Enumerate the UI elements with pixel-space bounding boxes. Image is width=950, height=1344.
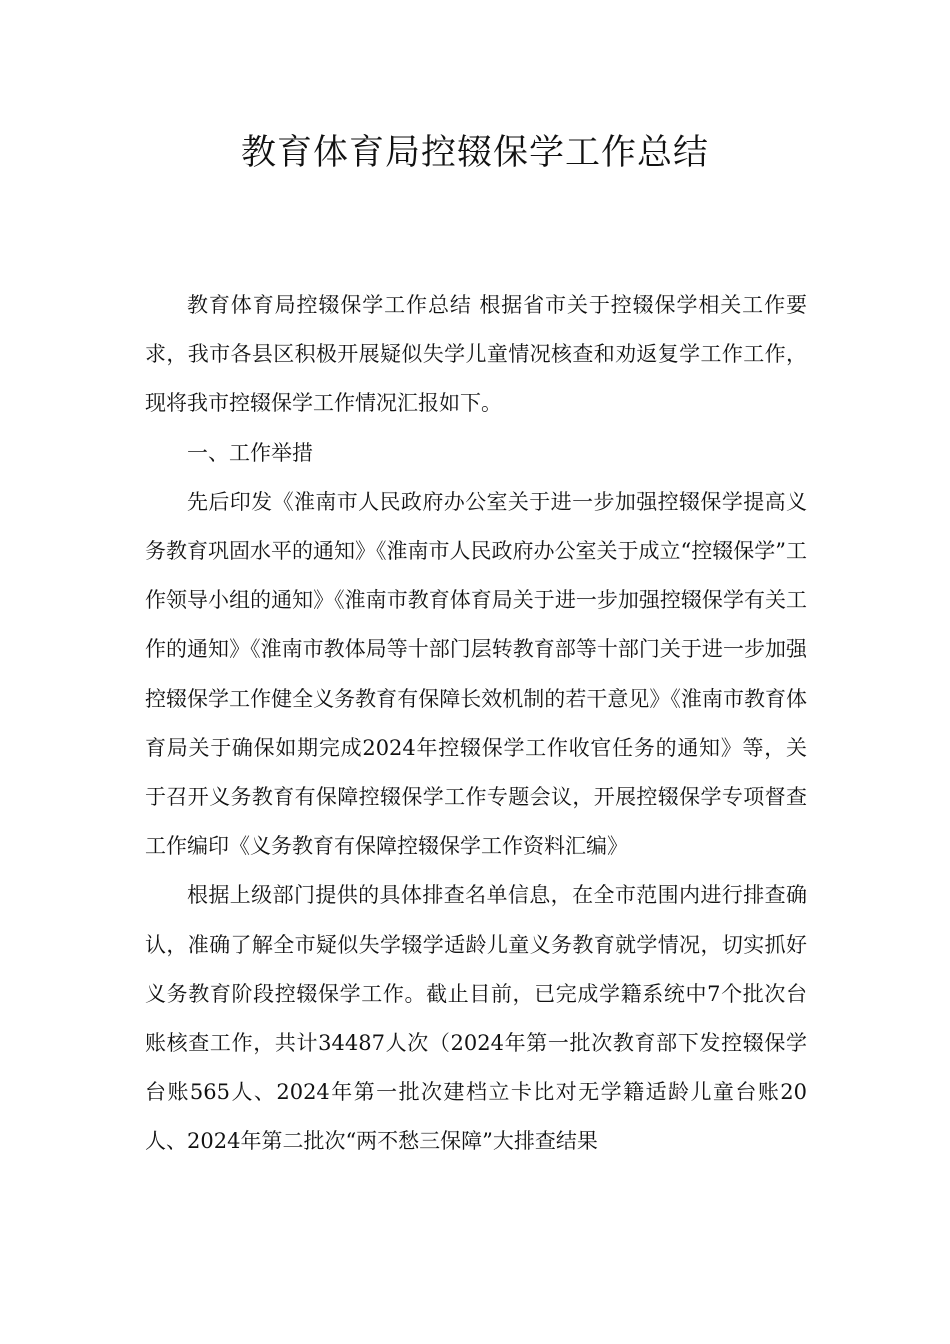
document-title: 教育体育局控辍保学工作总结 <box>240 133 709 173</box>
measures-paragraph: 先后印发《淮南市人民政府办公室关于进一步加强控辍保学提高义务教育巩固水平的通知》《淮南市人民政府办公室关于成立“控辍保学”工作领导小组的通知》《淮南市教育体育局关于进一步加强控辍保学有关工作的通知》《淮南市教体局等十部门层转教育部等十部门关于进一步加强控辍保学工作健全义务教育有保障长效机制的若干意见》《淮南市教育体育局关于确保如期完成2024年控辍保学工作收官任务的通知》等，关于召开义务教育有保障控辍保学工作专题会议，开展控辍保学专项督查工作编印《义务教育有保障控辍保学工作资料汇编》 <box>145 489 807 859</box>
intro-paragraph: 教育体育局控辍保学工作总结 根据省市关于控辍保学相关工作要求，我市各县区积极开展疑似失学儿童情况核查和劝返复学工作工作，现将我市控辍保学工作情况汇报如下。 <box>145 293 807 416</box>
investigation-paragraph: 根据上级部门提供的具体排查名单信息，在全市范围内进行排查确认，准确了解全市疑似失学辍学适龄儿童义务教育就学情况，切实抓好义务教育阶段控辍保学工作。截止目前，已完成学籍系统中7个批次台账核查工作，共计34487人次（2024年第一批次教育部下发控辍保学台账565人、2024年第一批次建档立卡比对无学籍适龄儿童台账20人、2024年第二批次“两不愁三保障”大排查结果 <box>145 883 807 1154</box>
section-heading-work-measures: 一、工作举措 <box>187 440 313 465</box>
document-body <box>145 281 807 1167</box>
